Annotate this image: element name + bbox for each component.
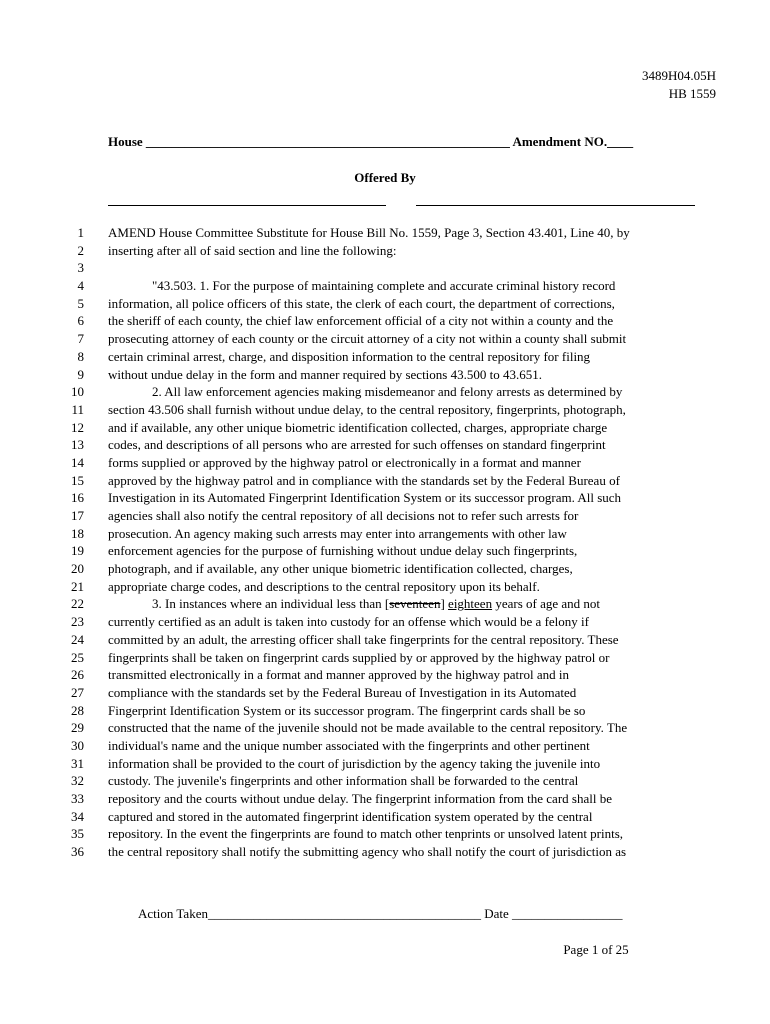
line-number: 6 <box>77 313 84 329</box>
inserted-text: eighteen <box>448 596 493 612</box>
amendment-number-label: Amendment NO.____ <box>512 134 634 149</box>
text-line <box>0 542 770 560</box>
line-text: committed by an adult, the arresting officer shall take fingerprints for the central repository. These <box>108 631 619 647</box>
line-text: captured and stored in the automated fingerprint identification system operated by the central <box>108 808 593 824</box>
line-text: information shall be provided to the court of jurisdiction by the agency taking the juvenile into <box>108 755 601 771</box>
line-text <box>152 595 600 613</box>
document-id: 3489H04.05H <box>641 68 716 83</box>
document-header <box>642 67 716 103</box>
line-text-segment: ] <box>440 596 449 612</box>
text-line <box>0 702 770 720</box>
text-line <box>0 330 770 348</box>
text-line <box>0 631 770 649</box>
line-text: transmitted electronically in a format and manner approved by the highway patrol and in <box>108 667 569 683</box>
line-text: 2. All law enforcement agencies making misdemeanor and felony arrests as determined by <box>152 384 623 400</box>
line-number: 32 <box>71 773 84 789</box>
line-text: Investigation in its Automated Fingerprint Identification System or its successor program. All such <box>108 490 622 506</box>
line-text: without undue delay in the form and manner required by sections 43.500 to 43.651. <box>108 366 542 382</box>
text-line <box>0 224 770 242</box>
text-line <box>0 843 770 861</box>
line-number: 13 <box>71 437 84 453</box>
amendment-body <box>0 224 770 861</box>
text-line <box>0 489 770 507</box>
text-line <box>0 525 770 543</box>
line-text: fingerprints shall be taken on fingerprint cards supplied by or approved by the highway patrol or <box>108 649 610 665</box>
text-line <box>0 401 770 419</box>
line-text: inserting after all of said section and line the following: <box>108 242 397 258</box>
text-line <box>0 613 770 631</box>
line-number: 22 <box>71 596 84 612</box>
line-text: enforcement agencies for the purpose of furnishing without undue delay such fingerprints, <box>108 543 578 559</box>
text-line <box>0 454 770 472</box>
text-line <box>0 808 770 826</box>
line-number: 10 <box>71 384 84 400</box>
line-number: 34 <box>71 808 84 824</box>
line-number: 11 <box>71 401 84 417</box>
line-text: Fingerprint Identification System or its successor program. The fingerprint cards shall be so <box>108 702 586 718</box>
line-text: prosecution. An agency making such arrests may enter into arrangements with other law <box>108 525 567 541</box>
line-number: 18 <box>71 525 84 541</box>
line-text: appropriate charge codes, and descriptions to the central repository upon its behalf. <box>108 578 540 594</box>
page-number <box>0 942 770 958</box>
line-number: 31 <box>71 755 84 771</box>
line-number: 20 <box>71 561 84 577</box>
house-label: House <box>108 134 143 149</box>
text-line <box>0 419 770 437</box>
line-text: the central repository shall notify the submitting agency who shall notify the court of jurisdiction as <box>108 844 627 860</box>
line-text: approved by the highway patrol and in compliance with the standards set by the Federal Bureau of <box>108 472 620 488</box>
text-line <box>0 295 770 313</box>
line-number: 2 <box>77 242 84 258</box>
text-line <box>0 383 770 401</box>
line-number: 30 <box>71 737 84 753</box>
line-number: 25 <box>71 649 84 665</box>
line-text: forms supplied or approved by the highway patrol or electronically in a format and manner <box>108 454 581 470</box>
line-number: 1 <box>77 225 84 240</box>
line-number: 5 <box>77 295 84 311</box>
line-number: 35 <box>71 826 84 842</box>
text-line <box>0 242 770 260</box>
signature-line-left <box>108 205 386 206</box>
text-line <box>0 436 770 454</box>
line-text: custody. The juvenile's fingerprints and other information shall be forwarded to the central <box>108 773 579 789</box>
text-line <box>0 259 770 277</box>
action-taken-line: Action Taken__________________________________________ Date _________________ <box>138 906 623 921</box>
line-text: currently certified as an adult is taken into custody for an offense which would be a felony if <box>108 614 589 630</box>
line-text: codes, and descriptions of all persons who are arrested for such offenses on standard fingerprint <box>108 437 606 453</box>
line-text: the sheriff of each county, the chief law enforcement official of a city not within a county and the <box>108 313 614 329</box>
text-line <box>0 772 770 790</box>
text-line <box>0 649 770 667</box>
line-text-segment: 3. In instances where an individual less than [ <box>152 596 390 612</box>
text-line <box>0 277 770 295</box>
line-number: 17 <box>71 508 84 523</box>
line-number: 14 <box>71 454 84 470</box>
text-line <box>0 560 770 578</box>
line-text: "43.503. 1. For the purpose of maintaining complete and accurate criminal history record <box>152 278 616 294</box>
line-number: 15 <box>71 472 84 488</box>
text-line <box>0 666 770 684</box>
line-text: AMEND House Committee Substitute for House Bill No. 1559, Page 3, Section 43.401, Line 40, by <box>108 225 630 240</box>
line-text: compliance with the standards set by the Federal Bureau of Investigation in its Automated <box>108 684 577 700</box>
line-number: 16 <box>71 490 84 506</box>
line-number: 26 <box>71 667 84 683</box>
text-line <box>0 755 770 773</box>
signature-line-right <box>416 205 695 206</box>
line-text: photograph, and if available, any other unique biometric identification collected, charges, <box>108 561 573 577</box>
text-line <box>0 312 770 330</box>
text-line <box>0 790 770 808</box>
line-text: constructed that the name of the juvenile should not be made available to the central repository. The <box>108 720 628 736</box>
line-number: 21 <box>71 578 84 594</box>
text-line <box>0 348 770 366</box>
page-number-text: Page 1 of 25 <box>563 942 629 957</box>
line-text: and if available, any other unique biometric identification collected, charges, appropriate charge <box>108 419 608 435</box>
line-number: 33 <box>71 791 84 806</box>
line-text: agencies shall also notify the central repository of all decisions not to refer such arrests for <box>108 508 579 523</box>
line-number: 23 <box>71 614 84 630</box>
line-text: prosecuting attorney of each county or the circuit attorney of a city not within a county shall submit <box>108 331 627 347</box>
text-line <box>0 366 770 384</box>
line-number: 19 <box>71 543 84 559</box>
line-text: section 43.506 shall furnish without undue delay, to the central repository, fingerprints, photograph, <box>108 401 626 417</box>
line-text-segment: years of age and not <box>492 596 601 612</box>
line-number: 8 <box>77 348 84 364</box>
line-number: 3 <box>77 260 84 276</box>
line-number: 12 <box>71 419 84 435</box>
amendment-title-line <box>108 134 714 150</box>
line-text: individual's name and the unique number associated with the fingerprints and other pertinent <box>108 737 590 753</box>
line-number: 4 <box>77 278 84 294</box>
line-text: repository. In the event the fingerprints are found to match other tenprints or unsolved latent prints, <box>108 826 624 842</box>
text-line <box>0 595 770 613</box>
text-line <box>0 825 770 843</box>
line-text: repository and the courts without undue delay. The fingerprint information from the card shall be <box>108 791 612 806</box>
line-number: 7 <box>77 331 84 347</box>
line-text: certain criminal arrest, charge, and disposition information to the central repository for filing <box>108 348 591 364</box>
offered-by-label: Offered By <box>354 170 416 185</box>
text-line <box>0 719 770 737</box>
text-line <box>0 507 770 525</box>
line-text: information, all police officers of this state, the clerk of each court, the department of corrections, <box>108 295 615 311</box>
line-number: 29 <box>71 720 84 736</box>
line-number: 9 <box>77 366 84 382</box>
house-blank: ________________________________________________________ <box>145 134 510 149</box>
text-line <box>0 737 770 755</box>
bill-number: HB 1559 <box>668 86 716 101</box>
deleted-text: seventeen <box>389 596 441 612</box>
line-number: 27 <box>71 684 84 700</box>
line-number: 28 <box>71 702 84 718</box>
text-line <box>0 578 770 596</box>
text-line <box>0 472 770 490</box>
line-number: 24 <box>71 631 84 647</box>
line-number: 36 <box>71 844 84 860</box>
text-line <box>0 684 770 702</box>
